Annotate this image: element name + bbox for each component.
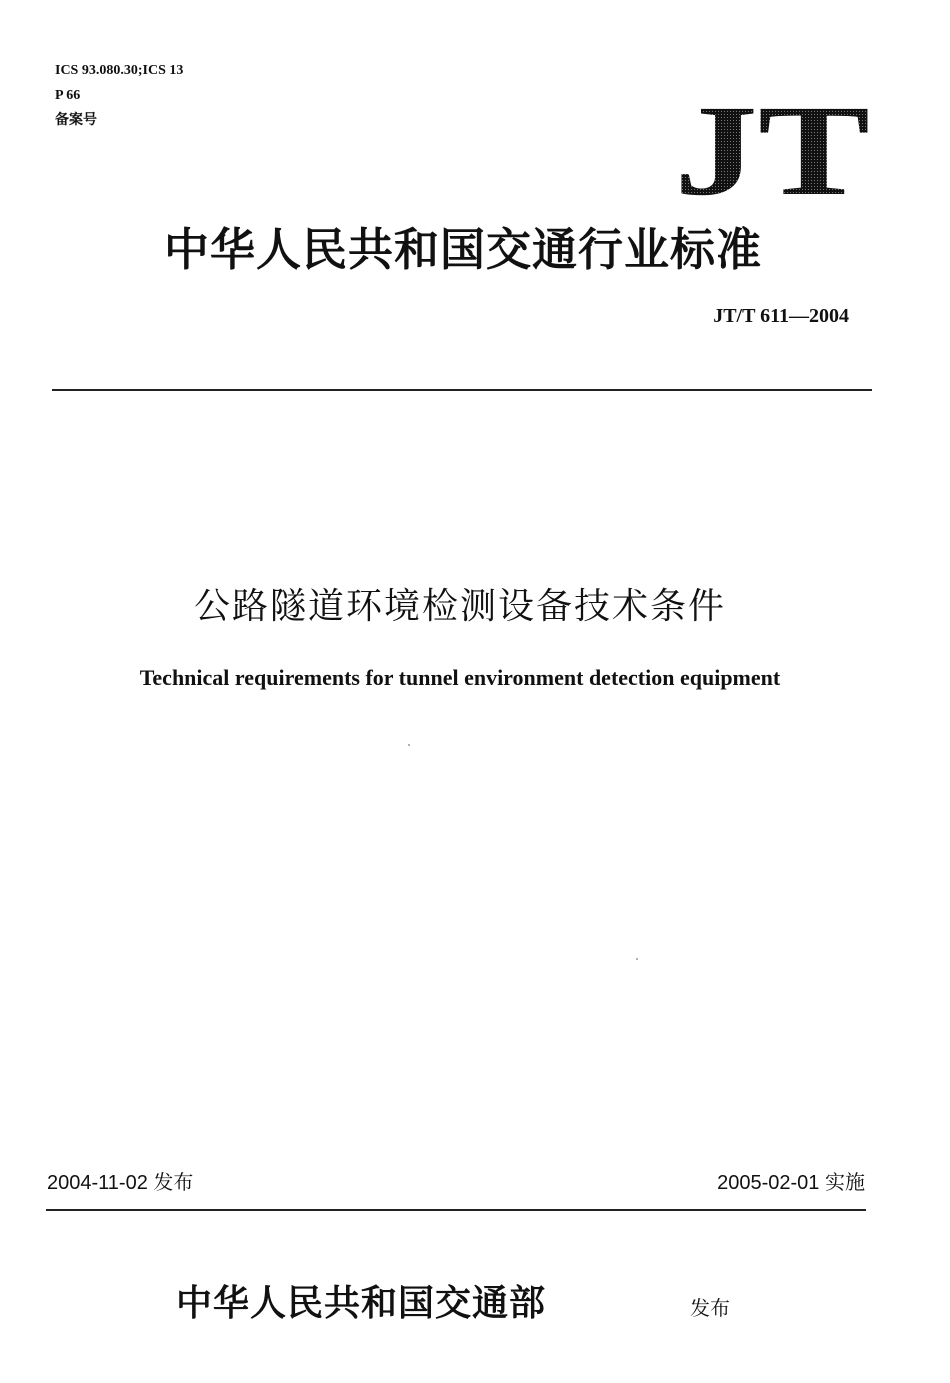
- ics-code: ICS 93.080.30;ICS 13: [55, 63, 184, 78]
- bottom-divider: [46, 1209, 866, 1211]
- effective-date: 2005-02-01 实施: [717, 1172, 865, 1194]
- scan-speck: [408, 744, 410, 746]
- standard-category-title: 中华人民共和国交通行业标准: [163, 223, 762, 276]
- jt-logo-text: JT: [674, 98, 870, 200]
- top-divider: [52, 389, 872, 391]
- publish-date: 2004-11-02 发布: [47, 1172, 194, 1194]
- document-title-chinese: 公路隧道环境检测设备技术条件: [193, 586, 726, 627]
- issuing-label: 发布: [690, 1296, 730, 1320]
- ccs-code: P 66: [55, 88, 81, 103]
- standard-number: JT/T 611—2004: [713, 305, 849, 327]
- document-title-english: Technical requirements for tunnel environment detection equipment: [139, 665, 781, 690]
- issuing-authority: 中华人民共和国交通部: [176, 1282, 547, 1324]
- filing-number-label: 备案号: [55, 113, 97, 128]
- jt-logo: [672, 98, 872, 200]
- scan-speck: [636, 958, 638, 960]
- classification-block: [55, 58, 183, 133]
